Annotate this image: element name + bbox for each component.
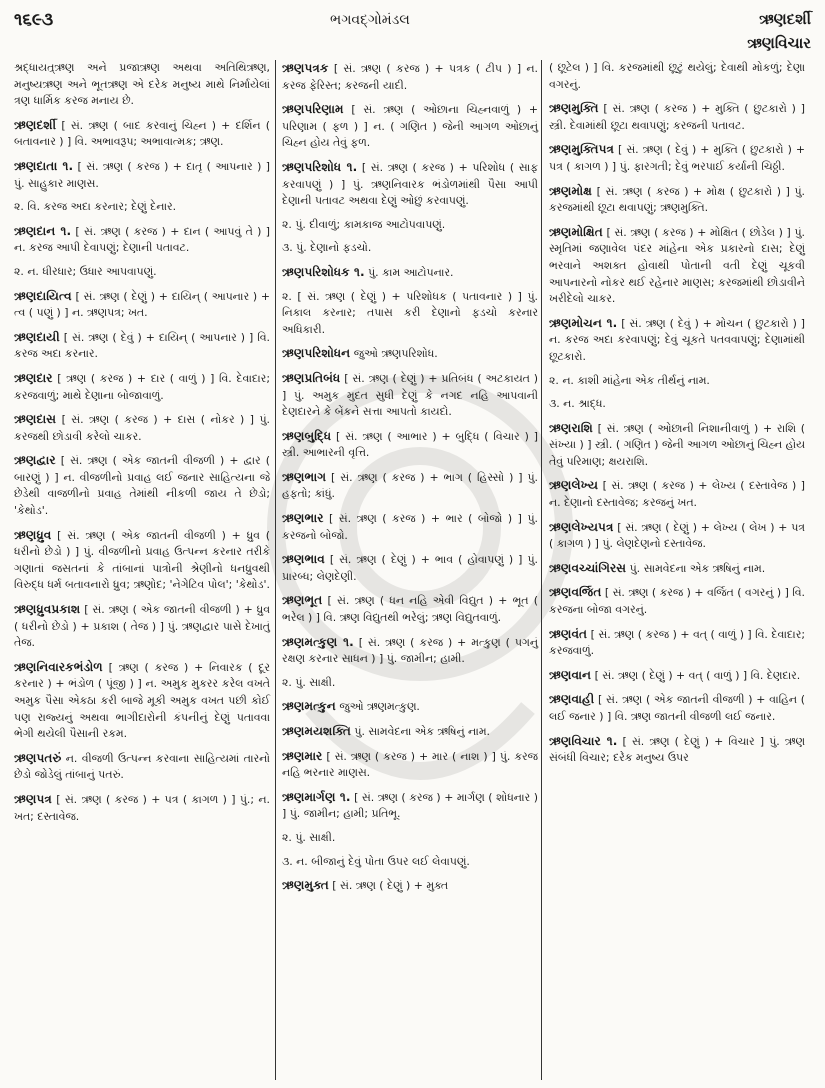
book-title: ભગવદ્ગોમંડલ (330, 12, 410, 28)
entry-definition: જુઓ ઋણપરિશોધ. (350, 347, 438, 361)
dictionary-entry (282, 217, 538, 234)
column-divider (541, 60, 542, 1080)
dictionary-entry (549, 477, 805, 511)
entry-definition: [ સં. ઋણ ( કરજ ) + મોક્ષ ( છુટકારો ) ] પું. કરજમાંથી છૂટા થવાપણું; ઋણમુક્તિ. (549, 184, 805, 215)
entry-headword: ઋણદાર (14, 370, 53, 385)
entry-headword: ઋણધ્રુવ (14, 527, 52, 542)
dictionary-entry (282, 159, 538, 210)
entry-headword: ઋણદાયી (14, 329, 60, 344)
entry-definition: ૩. ન. શ્રાદ્ધ. (549, 397, 606, 411)
dictionary-entry (282, 877, 538, 895)
entry-definition: [ સં. ઋણ ( કરજ ) + પરિશોધ ( સાફ કરવાપણું ) ] પું. ઋણનિવારક ભંડોળમાંથી પૈસા આપી દેણાની પતાવટ અથવા દેણું ઓછું કરવાપણું. (282, 160, 539, 208)
entry-headword: ઋણલેખ્યપત્ર (549, 519, 614, 534)
dictionary-entry (14, 288, 270, 322)
dictionary-entry (14, 117, 270, 151)
entry-headword: ઋણવચ્ચાંગિરસ (549, 560, 627, 575)
entry-definition: [ સં. ઋણ ( ઓછાના ચિહ્નવાળું ) + પરિણામ ( ફળ ) ] ન. ( ગણિત ) જેની આગળ ઓછાનું ચિહ્ન હોય તેવું ફળ. (282, 103, 538, 150)
entry-headword: ઋણપતરું (14, 750, 62, 765)
entry-headword: ઋણદાન ૧. (14, 223, 72, 238)
dictionary-entry (14, 158, 270, 192)
entry-headword: ઋણમોક્ષ (549, 183, 592, 198)
entry-definition: [ સં. ઋણ ( કરજ ) + ભાર ( બોજો ) ] પું. કરજનો બોજો. (282, 512, 538, 542)
entry-headword: ઋણભૂત (282, 593, 323, 608)
dictionary-entry (282, 789, 538, 823)
dictionary-entry (282, 264, 538, 282)
entry-headword: ઋણપરિણામ (282, 102, 344, 117)
dictionary-entry (282, 101, 538, 152)
dictionary-entry (282, 830, 538, 847)
dictionary-entry (282, 469, 538, 503)
entry-definition: [ સં. ઋણ ( બાદ કરવાનું ચિહ્ન ) + દર્શિન ( બતાવનાર ) ] વિ. અભાવરૂપ; અભાવાત્મક; ઋણ. (14, 118, 270, 149)
dictionary-entry (14, 452, 270, 519)
dictionary-entry (14, 659, 270, 743)
entry-definition: [ સં. ઋણ ( દેણું ) + વત્ ( વાળું ) ] વિ. દેણદાર. (591, 668, 801, 682)
dictionary-entry (14, 223, 270, 257)
dictionary-entry (14, 601, 270, 652)
dictionary-entry (14, 370, 270, 404)
entry-definition: પું. કામ આટોપનાર. (364, 265, 454, 279)
entry-definition: ૨. ન. કાશી માંહેના એક તીર્થનું નામ. (549, 373, 710, 387)
dictionary-entry (14, 750, 270, 784)
entry-definition: [ સં. ઋણ ( કરજ ) + માર ( નાશ ) ] પું. કરજ નહિ ભરનાર માણસ. (282, 749, 538, 780)
dictionary-entry (14, 411, 270, 445)
entry-definition: [ સં. ઋણ ( એક જાતની વીજળી ) + વાહિન ( લઈ જનાર ) ] વિ. ઋણ જાતની વીજળી લઈ જનાર. (549, 693, 805, 723)
entry-definition: પું. સામવેદના એક ઋષિનું નામ. (626, 561, 766, 575)
entry-headword: ઋણવંત (549, 626, 588, 641)
entry-definition: [ સં. ઋણ ( દેણું ) + લેખ્ય ( લેખ ) + પત્ર ( કાગળ ) ] પું. લેણદેણનો દસ્તાવેજ. (549, 520, 805, 551)
dictionary-entry (549, 560, 805, 578)
dictionary-entry (549, 420, 805, 471)
entry-headword: ઋણમોક્ષિત (549, 224, 603, 239)
entry-definition: [ સં. ઋણ ( દેણું ) + મુક્ત (328, 879, 449, 893)
entry-definition: ૨. પું. સાક્ષી. (282, 675, 336, 689)
entry-headword: ઋણપરિશોધક ૧. (282, 264, 365, 279)
entry-headword: ઋણમયશક્તિ (282, 724, 351, 738)
entry-definition: ન. વીજળી ઉત્પન્ન કરવાના સાહિત્યમાં તારનો છેડો જોડેલું તાંબાનું પતરું. (14, 751, 270, 782)
entry-definition: [ સં. ઋણ ( દેણું ) + ભાવ ( હોવાપણું ) ] પું. પ્રારબ્ધ; લેણદેણી. (282, 553, 538, 583)
entry-definition: [ સં. ઋણ ( એક જાતની વીજળી ) + ધ્રુવ ( ધરીનો છેડો ) + પ્રકાશ ( તેજ ) ] પું. ઋણદ્વાર પાસે દેખાતું તેજ. (14, 603, 270, 650)
column-2 (282, 60, 538, 902)
entry-headword: ઋણધ્રુવપ્રકાશ (14, 602, 81, 617)
dictionary-entry (549, 100, 805, 134)
entry-definition: [ સં. ઋણ ( કરજ ) + પત્રક ( ટીપ ) ] ન. કરજ ફેરિસ્ત; કરજની યાદી. (282, 62, 538, 92)
entry-headword: ઋણપ્રતિબંધ (282, 370, 341, 385)
entry-definition: ૨. [ સં. ઋણ ( દેણું ) + પરિશોધક ( પતાવનાર ) ] પું. નિકાલ કરનાર; તપાસ કરી દેણાનો ફડચો કરનાર અધિકારી. (282, 289, 538, 336)
entry-headword: ઋણમુક્તિ (549, 101, 599, 116)
entry-definition: ૨. વિ. કરજ અદા કરનાર; દેણું દેનાર. (14, 200, 177, 214)
entry-definition: [ સં. ઋણ ( કરજ ) + દાસ ( નોકર ) ] પું. કરજથી છોડાવી કરેલો ચાકર. (14, 413, 270, 443)
entry-definition: [ સં. ઋણ ( કરજ ) + માર્ગણ ( શોધનાર ) ] પું. જામીન; હામી; પ્રતિભૂ. (282, 790, 539, 821)
entry-definition: ૨. પું. સાક્ષી. (282, 830, 336, 844)
entry-headword: ઋણદર્શી (14, 117, 57, 132)
entry-definition: જુઓ ઋણમત્કુણ. (335, 700, 420, 714)
entry-headword: ઋણપત્ર (14, 791, 52, 806)
dictionary-entry (282, 723, 538, 741)
guideword-first: ઋણદર્શી (759, 10, 811, 28)
entry-definition: [ સં. ઋણ ( એક જાતની વીજળી ) + દ્વાર ( બારણું ) ] ન. વીજળીનો પ્રવાહ લઈ જનાર સાહિત્યના જે છેડેથી વાજળીનો પ્રવાહ તેમાંથી નીકળી જાય તે છેડો; 'કેથોડ'. (14, 454, 270, 518)
entry-definition: [ સં. ઋણ ( કરજ ) + દાતૃ ( આપનાર ) ] પું. સાહુકાર માણસ. (14, 159, 270, 190)
entry-headword: ઋણમુક્તિપત્ર (549, 142, 614, 157)
entry-definition: ૩. પું. દેણાનો ફડચો. (282, 241, 372, 255)
entry-definition: [ સં. ઋણ ( કરજ ) + દાન ( આપવું તે ) ] ન. કરજ આપી દેવાપણું; દેણાની પતાવટ. (14, 224, 270, 255)
entry-headword: ઋણનિવારકભંડોળ (14, 659, 103, 674)
entry-headword: ઋણરાશિ (549, 420, 593, 435)
entry-definition: શ્રદ્ધાયત્ર્ઋણ અને પ્રજાઋણ અથવા અતિથિઋણ, મનુષ્યઋણ અને ભૂતઋણ એ દરેક મનુષ્ય માથે નિર્માયેલાં ત્રણ ધાર્મિક કરજ મનાય છે. (14, 61, 270, 108)
dictionary-entry (14, 199, 270, 216)
entry-headword: ઋણમત્કુન (282, 699, 336, 714)
dictionary-entry (282, 854, 538, 871)
dictionary-entry (282, 748, 538, 782)
dictionary-entry (549, 224, 805, 308)
entry-definition: ૨. પું. દીવાળું; કામકાજ આટોપવાપણું. (282, 217, 446, 231)
entry-headword: ઋણવાહી (549, 692, 595, 707)
dictionary-entry (282, 60, 538, 94)
entry-headword: ઋણમોચન ૧. (549, 315, 618, 330)
entry-headword: ઋણબુદ્ધિ (282, 428, 332, 443)
dictionary-entry (282, 510, 538, 544)
entry-definition: ( છૂટેલ ) ] વિ. કરજમાંથી છૂટું થયેલું; દેવાથી મોકળું; દેણા વગરનું. (549, 61, 805, 91)
page-number: ૧૬૯૩ (14, 10, 54, 30)
entry-headword: ઋણદાયિત્વ (14, 288, 72, 303)
guideword-last: ઋણવિચાર (747, 34, 811, 52)
dictionary-entry (282, 634, 538, 668)
entry-definition: [ સં. ઋણ ( એક જાતની વીજળી ) + ધ્રુવ ( ધરીનો છેડો ) ] પું. વીજળીનો પ્રવાહ ઉત્પન્ન કરનાર તરીકે ગણાતાં જસતનાં કે તાંબાનાં પાત્રોની શ્રેણીનો ધનધ્રુવથી વિરુદ્ધ ધર્મ બતાવનારો ધ્રુવ; ઋણોદ; 'નેગેટિવ પોલ'; 'કેથોડ'. (14, 528, 270, 592)
dictionary-entry (549, 141, 805, 175)
entry-headword: ઋણપત્રક (282, 61, 329, 75)
column-1 (14, 60, 270, 832)
entry-definition: ૩. ન. બીજાનું દેવું પોતા ઉપર લઈ લેવાપણું. (282, 854, 470, 868)
entry-definition: [ સં. ઋણ ( કરજ ) + વર્જિત ( વગરનું ) ] વિ. કરજના બોજા વગરનું. (549, 586, 805, 617)
dictionary-entry (549, 584, 805, 618)
dictionary-entry (282, 289, 538, 339)
column-3 (549, 60, 805, 774)
entry-headword: ઋણભાર (282, 511, 324, 526)
dictionary-entry (282, 370, 538, 421)
page-header (0, 8, 825, 58)
entry-headword: ઋણમત્કુણ ૧. (282, 634, 354, 649)
entry-headword: ઋણભાવ (282, 552, 325, 567)
entry-definition: [ સં. ઋણ ( દેણું ) + દાયિન્ ( આપનાર ) + ત્વ ( પણું ) ] ન. ઋણપત્ર; ખત. (14, 289, 270, 320)
dictionary-entry (549, 691, 805, 725)
entry-headword: ઋણભાગ (282, 469, 327, 484)
entry-definition: [ સં. ઋણ ( કરજ ) + મત્કુણ ( પગનું રક્ષણ કરનાર સાધન ) ] પું. જામીન; હામી. (282, 635, 538, 666)
dictionary-entry (549, 396, 805, 413)
entry-definition: પું. સામવેદના એક ઋષિનું નામ. (350, 725, 490, 738)
entry-headword: ઋણવિચાર ૧. (549, 733, 618, 748)
entry-headword: ઋણમુક્ત (282, 878, 329, 893)
dictionary-entry (14, 527, 270, 594)
dictionary-entry (14, 264, 270, 281)
dictionary-entry (14, 329, 270, 363)
entry-headword: ઋણપરિશોધ ૧. (282, 159, 358, 174)
entry-headword: ઋણપરિશોધન (282, 346, 351, 361)
entry-definition: ૨. ન. ધીરધાર; ઉધાર આપવાપણું. (14, 264, 157, 278)
dictionary-entry (282, 698, 538, 716)
entry-definition: [ સં. ઋણ ( ઓછાની નિશાનીવાળું ) + રાશિ ( સંખ્યા ) ] સ્ત્રી. ( ગણિત ) જેની આગળ ઓછાનું ચિહ્ન હોય તેવું પરિમાણ; ક્ષયરાશિ. (549, 421, 805, 468)
dictionary-entry (282, 551, 538, 585)
entry-headword: ઋણદાતા ૧. (14, 158, 74, 173)
dictionary-entry (14, 60, 270, 110)
dictionary-entry (282, 428, 538, 462)
entry-definition: [ સં. ઋણ ( આભાર ) + બુદ્ધિ ( વિચાર ) ] સ્ત્રી. આભારની વૃત્તિ. (282, 429, 538, 460)
entry-definition: [ સં. ઋણ ( દેવું ) + મુક્તિ ( છુટકારો ) + પત્ર ( કાગળ ) ] પું. ફારગતી; દેવું ભરપાઈ કર્યાની ચિઠ્ઠી. (549, 143, 805, 173)
entry-definition: [ સં. ઋણ ( ધન નહિ એવી વિદ્યુત ) + ભૂત ( ભરેલ ) ] વિ. ઋણ વિદ્યુતથી ભરેલું; ઋણ વિદ્યુતવાળું. (282, 594, 538, 625)
entry-headword: ઋણલેખ્ય (549, 478, 599, 493)
column-divider (275, 60, 276, 1080)
entry-definition: [ ઋણ ( કરજ ) + દાર ( વાળું ) ] વિ. દેવાદાર; કરજવાળું; માથે દેણાના બોજાવાળું. (14, 371, 270, 402)
dictionary-entry (549, 667, 805, 685)
dictionary-entry (549, 315, 805, 366)
entry-definition: [ સં. ઋણ ( દેવું ) + મોચન ( છુટકારો ) ] ન. કરજ અદા કરવાપણું; દેવું ચૂકતે પતવવાપણું; દેણામાંથી છૂટકારો. (549, 316, 805, 363)
entry-definition: [ સં. ઋણ ( કરજ ) + પત્ર ( કાગળ ) ] પું.; ન. ખત; દસ્તાવેજ. (14, 792, 270, 823)
entry-headword: ઋણવાન (549, 667, 592, 682)
dictionary-entry (549, 60, 805, 93)
entry-definition: [ સં. ઋણ ( દેવું ) + દાયિન્ ( આપનાર ) ] વિ. કરજ અદા કરનાર. (14, 330, 270, 361)
dictionary-entry (549, 733, 805, 767)
entry-definition: [ સં. ઋણ ( દેણું ) + વિચાર ] પું. ઋણ સંબંધી વિચાર; દરેક મનુષ્ય ઉપર (549, 734, 805, 765)
dictionary-entry (282, 675, 538, 692)
dictionary-entry (282, 240, 538, 257)
entry-headword: ઋણવર્જિત (549, 585, 602, 600)
entry-definition: [ સં. ઋણ ( કરજ ) + મોક્ષિત ( છોડેલ ) ] પું. સ્મૃતિમાં જણાવેલ પંદર માંહેના એક પ્રકારનો દાસ; દેણું ભરવાને અશક્ત હોવાથી પોતાની વતી દેણું ચૂકવી આપનારનો નોકર થઈ રહેનાર માણસ; કરજમાંથી છોડાવીને ખરીદેલો ચાકર. (549, 225, 805, 306)
dictionary-entry (549, 373, 805, 390)
dictionary-entry (14, 791, 270, 825)
entry-headword: ઋણમાર્ગણ ૧. (282, 789, 351, 804)
dictionary-entry (549, 519, 805, 553)
entry-definition: [ સં. ઋણ ( દેણું ) + પ્રતિબંધ ( અટકાયત ) ] પું. અમુક મુદત સુધી દેણું કે નગદ નહિ આપવાની દેણદારને કે બેંકને સત્તા આપતો કાયદો. (282, 371, 538, 419)
dictionary-entry (282, 345, 538, 363)
entry-definition: [ સં. ઋણ ( કરજ ) + વત્ ( વાળું ) ] વિ. દેવાદાર; કરજવાળું. (549, 627, 805, 658)
entry-definition: [ ઋણ ( કરજ ) + નિવારક ( દૂર કરનાર ) + ભંડોળ ( પૂંજી ) ] ન. અમુક મુકરર કરેલ વખતે અમુક પૈસા એકઠા કરી બાજે મૂકી અમુક વખત પછી કોઈ પણ રાજ્યનું અથવા ભાગીદારોની કંપનીનું દેણું પતાવવા ભેગી થયેલી પૈસાની રકમ. (14, 660, 270, 741)
entry-headword: ઋણમાર (282, 748, 323, 763)
entry-definition: [ સં. ઋણ ( કરજ ) + લેખ્ય ( દસ્તાવેજ ) ] ન. દેણાનો દસ્તાવેજ; કરજનું ખત. (549, 479, 805, 510)
entry-headword: ઋણદાસ (14, 412, 57, 427)
entry-definition: [ સં. ઋણ ( કરજ ) + ભાગ ( હિસ્સો ) ] પું. હફતો; કાંધું. (282, 470, 538, 501)
dictionary-entry (282, 592, 538, 626)
dictionary-entry (549, 183, 805, 217)
dictionary-entry (549, 626, 805, 660)
entry-definition: [ સં. ઋણ ( કરજ ) + મુક્તિ ( છુટકારો ) ] સ્ત્રી. દેવામાંથી છૂટા થવાપણું; કરજની પતાવટ. (549, 102, 805, 132)
entry-headword: ઋણદ્વાર (14, 453, 56, 468)
